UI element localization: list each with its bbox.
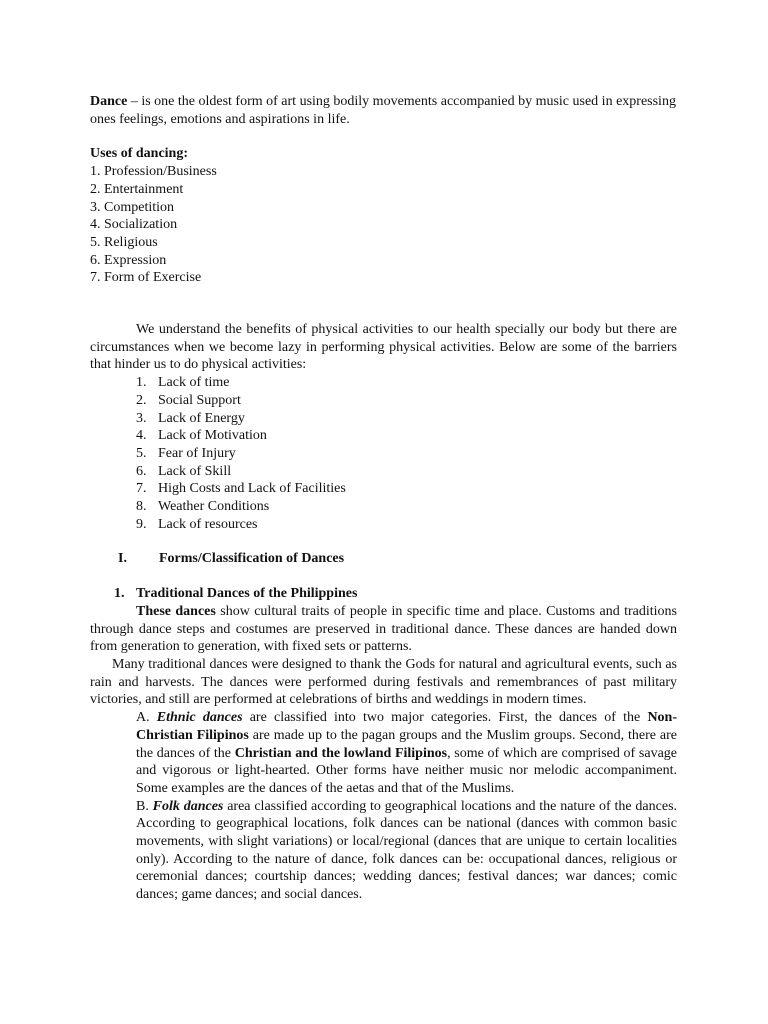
list-item: 7. Form of Exercise xyxy=(90,270,202,286)
section-heading: I. Forms/Classification of Dances xyxy=(118,551,345,567)
list-item: 1. Lack of time xyxy=(136,375,230,391)
list-item: 2. Social Support xyxy=(136,392,241,408)
uses-heading: Uses of dancing: xyxy=(90,146,189,162)
list-item: 1. Profession/Business xyxy=(90,164,217,180)
dance-definition xyxy=(90,93,677,128)
document-body xyxy=(90,93,677,904)
subsection-heading: 1. Traditional Dances of the Philippines xyxy=(114,586,358,602)
uses-list xyxy=(90,163,677,287)
dance-term: Dance xyxy=(90,94,128,109)
list-item: 6. Expression xyxy=(90,252,167,268)
list-item: 6. Lack of Skill xyxy=(136,463,232,479)
traditional-paragraph-2: Many traditional dances were designed to thank the Gods for natural and agricultural events, such as rain and harvests. The dances were performed during festivals and remembrances of past military victories, and still are performed at celebrations of births and weddings in modern times. xyxy=(90,656,677,708)
barriers-list xyxy=(90,374,677,533)
list-item: 3. Lack of Energy xyxy=(136,410,245,426)
list-item: 4. Socialization xyxy=(90,217,178,233)
list-item: 7. High Costs and Lack of Facilities xyxy=(136,481,346,497)
ethnic-dances-paragraph: A. Ethnic dances are classified into two major categories. First, the dances of the Non-Christian Filipinos are made up to the pagan groups and the Muslim groups. Second, there are the dances of the Christian and the lowland Filipinos, some of which are comprised of savage and vigorous or light-hearted. Other forms have neither music nor melodic accompaniment. Some examples are the dances of the aetas and that of the Muslims. xyxy=(136,710,677,796)
list-item: 8. Weather Conditions xyxy=(136,499,270,515)
list-item: 4. Lack of Motivation xyxy=(136,428,267,444)
barriers-paragraph: We understand the benefits of physical activities to our health specially our body but there are circumstances when we become lazy in performing physical activities. Below are some of the barriers that hinder us to do physical activities: xyxy=(90,322,677,373)
traditional-paragraph-1: These dances show cultural traits of people in specific time and place. Customs and traditions through dance steps and costumes are preserved in traditional dance. These dances are handed down from generation to generation, with fixed sets or patterns. xyxy=(90,603,678,655)
list-item: 5. Religious xyxy=(90,234,158,250)
list-item: 3. Competition xyxy=(90,199,174,215)
list-item: 9. Lack of resources xyxy=(136,516,258,532)
list-item: 2. Entertainment xyxy=(90,181,184,197)
dance-definition-text: – is one the oldest form of art using bodily movements accompanied by music used in expressing ones feelings, emotions and aspirations in life. xyxy=(90,94,676,127)
folk-dances-paragraph: B. Folk dances area classified according to geographical locations and the nature of the dances. According to geographical locations, folk dances can be national (dances with common basic movements, with slight variations) or local/regional (dances that are unique to certain localities only). According to the nature of dance, folk dances can be: occupational dances, religious or ceremonial dances; courtship dances; wedding dances; festival dances; war dances; comic dances; game dances; and social dances. xyxy=(136,798,678,903)
list-item: 5. Fear of Injury xyxy=(136,445,236,461)
